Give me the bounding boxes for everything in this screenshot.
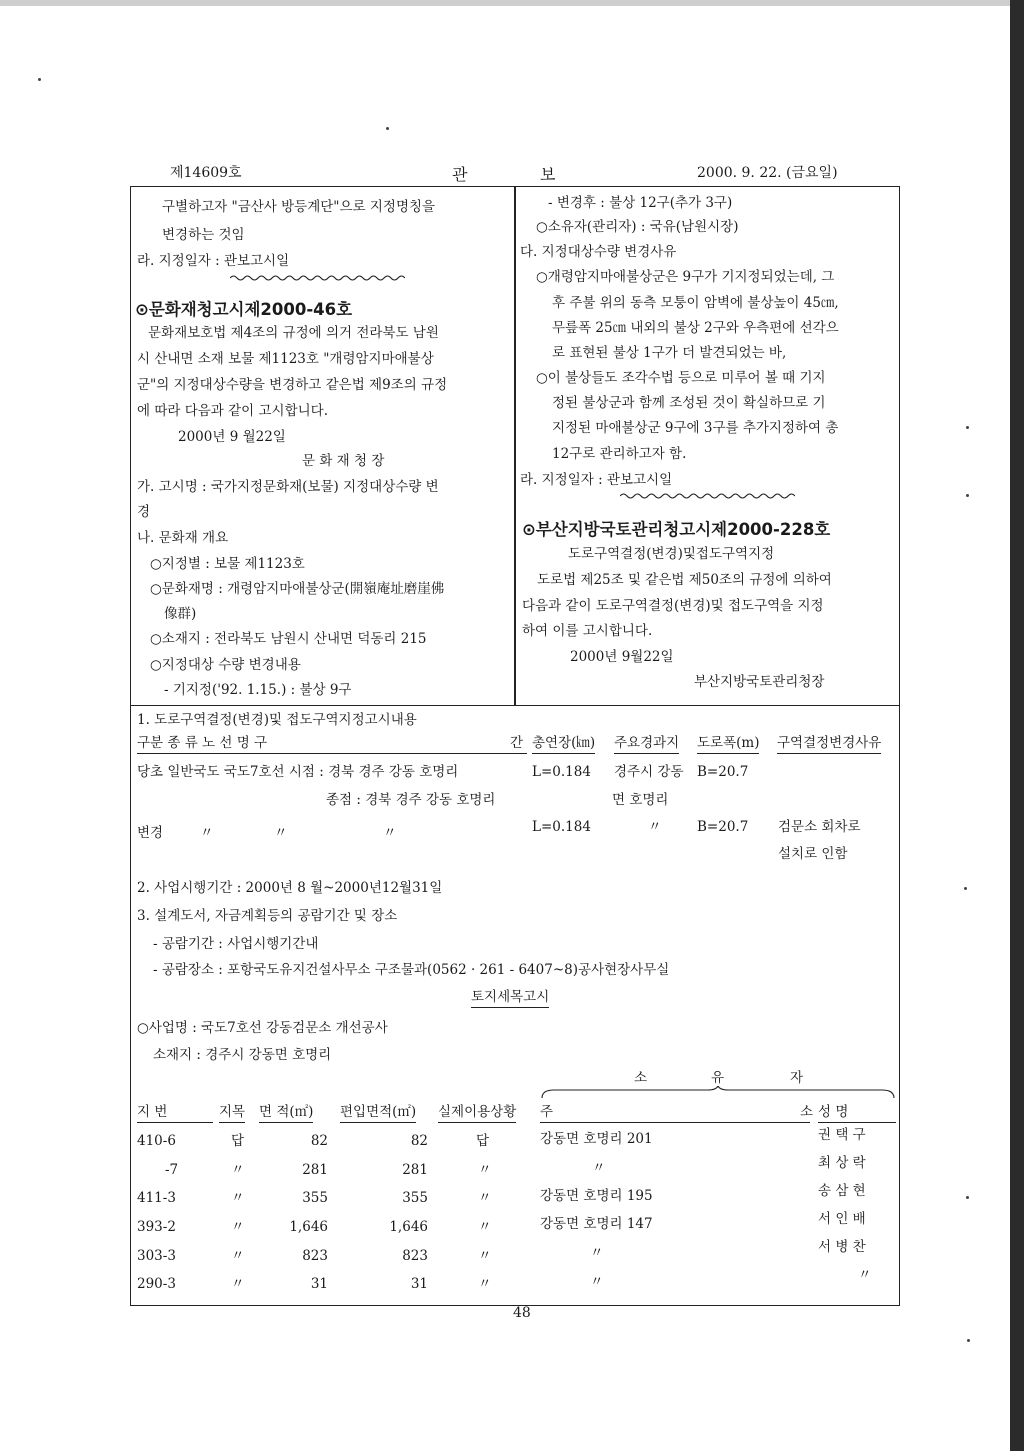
right-line-3: 다. 지정대상수량 변경사유 xyxy=(520,244,677,260)
cell-use: 〃 xyxy=(478,1276,492,1292)
section-3: 3. 설계도서, 자금계획등의 공람기간 및 장소 xyxy=(137,908,398,924)
scan-speck xyxy=(38,78,41,81)
right-line-9: 정된 불상군과 함께 조성된 것이 확실하므로 기 xyxy=(552,395,826,411)
page-number: 48 xyxy=(513,1305,531,1321)
left-line-1: 구별하고자 "금산사 방등계단"으로 지정명칭을 xyxy=(162,199,436,215)
cell-use: 〃 xyxy=(478,1219,492,1235)
left-detail-2b: 像群) xyxy=(164,606,197,622)
cell-owner-name: 송 삼 현 xyxy=(818,1183,866,1199)
left-detail-1: ○지정별 : 보물 제1123호 xyxy=(150,556,305,572)
road-row-2-length: L=0.184 xyxy=(532,819,591,835)
cell-address: 강동면 호명리 195 xyxy=(540,1188,653,1204)
issue-date: 2000. 9. 22. (금요일) xyxy=(697,165,838,181)
cell-use: 〃 xyxy=(478,1190,492,1206)
right-line-5: 후 주불 위의 동측 모퉁이 암벽에 불상높이 45㎝, xyxy=(552,295,839,311)
right-para-1: 도로법 제25조 및 같은법 제50조의 규정에 의하여 xyxy=(537,572,832,588)
left-item-ga-2: 경 xyxy=(137,504,151,520)
cell-owner-name: 〃 xyxy=(858,1267,872,1283)
cell-owner-name: 권 택 구 xyxy=(818,1127,866,1143)
cell-incorporated: 281 xyxy=(402,1162,428,1178)
cell-incorporated: 823 xyxy=(402,1248,428,1264)
cell-lot: 303-3 xyxy=(137,1248,176,1264)
road-table-header-2: 간 xyxy=(510,734,523,754)
right-date: 2000년 9월22일 xyxy=(570,649,674,665)
heading-cultural-notice: ⊙문화재청고시제2000-46호 xyxy=(135,300,353,319)
left-item-ga-1: 가. 고시명 : 국가지정문화재(보물) 지정대상수량 변 xyxy=(137,479,439,495)
road-row-2-reason-2: 설치로 인함 xyxy=(778,846,848,862)
road-row-1-desc: 당초 일반국도 국도7호선 시점 : 경북 경주 강동 호명리 xyxy=(137,764,459,780)
cell-use: 〃 xyxy=(478,1248,492,1264)
right-line-6: 무릎폭 25㎝ 내외의 불상 2구와 우측편에 선각으 xyxy=(552,320,839,336)
right-authority: 부산지방국토관리청장 xyxy=(694,674,825,690)
scan-edge-right xyxy=(1010,0,1024,1451)
wavy-rule xyxy=(230,274,405,282)
cell-lot: 411-3 xyxy=(137,1190,176,1206)
cell-category: 〃 xyxy=(231,1219,245,1235)
left-item-na: 나. 문화재 개요 xyxy=(137,530,229,546)
left-detail-5: - 기지정('92. 1.15.) : 불상 9구 xyxy=(164,682,352,698)
cell-use: 답 xyxy=(476,1133,490,1149)
scan-speck xyxy=(386,127,389,130)
scan-speck xyxy=(964,887,967,890)
cell-area: 31 xyxy=(310,1276,328,1292)
road-row-1-end: 종점 : 경북 경주 강동 호명리 xyxy=(326,792,496,808)
left-detail-2: ○문화재명 : 개령암지마애불상군(開嶺庵址磨崖佛 xyxy=(150,581,445,597)
section-2: 2. 사업시행기간 : 2000년 8 월~2000년12월31일 xyxy=(137,880,443,896)
road-table-header-5: 도로폭(m) xyxy=(697,734,759,754)
cell-address: 강동면 호명리 147 xyxy=(540,1216,653,1232)
owner-group-3: 자 xyxy=(790,1070,804,1086)
column-divider xyxy=(514,186,516,706)
ditto-mark: 〃 xyxy=(648,819,662,835)
right-line-7: 로 표현된 불상 1구가 더 발견되었는 바, xyxy=(552,345,787,361)
left-line-3: 라. 지정일자 : 관보고시일 xyxy=(137,253,290,269)
cell-area: 82 xyxy=(310,1133,328,1149)
project-location: 소재지 : 경주시 강동면 호명리 xyxy=(153,1047,332,1063)
right-subtitle: 도로구역결정(변경)및접도구역지정 xyxy=(568,546,775,562)
cell-category: 답 xyxy=(231,1133,245,1149)
road-row-1-length: L=0.184 xyxy=(532,764,591,780)
owner-brace xyxy=(540,1086,896,1100)
right-line-11: 12구로 관리하고자 함. xyxy=(552,446,687,462)
road-row-1-via-2: 면 호명리 xyxy=(612,792,669,808)
left-para-2: 시 산내면 소재 보물 제1123호 "개령암지마애불상 xyxy=(137,351,434,367)
cell-owner-name: 서 인 배 xyxy=(818,1211,866,1227)
road-row-2-reason-1: 검문소 회차로 xyxy=(778,819,861,835)
issue-number: 제14609호 xyxy=(170,165,242,181)
left-detail-4: ○지정대상 수량 변경내용 xyxy=(150,657,301,673)
owner-group-1: 소 xyxy=(634,1070,648,1086)
section-3-place: - 공람장소 : 포항국도유지건설사무소 구조물과(0562 · 261 - 6407~8)공사현장사무실 xyxy=(153,962,670,978)
cell-lot: 410-6 xyxy=(137,1133,176,1149)
section-1-title: 1. 도로구역결정(변경)및 접도구역지정고시내용 xyxy=(137,712,417,728)
left-detail-3: ○소재지 : 전라북도 남원시 산내면 덕동리 215 xyxy=(150,631,427,647)
cell-incorporated: 82 xyxy=(410,1133,428,1149)
cell-lot: 290-3 xyxy=(137,1276,176,1292)
section-3-period: - 공람기간 : 사업시행기간내 xyxy=(153,936,319,952)
road-row-1-width: B=20.7 xyxy=(697,764,749,780)
left-para-3: 군"의 지정대상수량을 변경하고 같은법 제9조의 규정 xyxy=(137,377,448,393)
road-table-header-6: 구역결정변경사유 xyxy=(777,734,881,754)
right-para-2: 다음과 같이 도로구역결정(변경)및 접도구역을 지정 xyxy=(522,598,824,614)
scan-speck xyxy=(967,1339,970,1342)
right-para-3: 하여 이를 고시합니다. xyxy=(522,623,653,639)
road-table-header-1: 구분 종 류 노 선 명 구 xyxy=(137,734,527,754)
land-notice-title: 토지세목고시 xyxy=(471,988,549,1008)
ditto-mark: 〃 xyxy=(200,825,214,841)
right-line-1: - 변경후 : 불상 12구(추가 3구) xyxy=(548,195,733,211)
road-row-2-kind: 변경 xyxy=(137,825,164,841)
scan-speck xyxy=(966,1196,969,1199)
cell-category: 〃 xyxy=(231,1248,245,1264)
cell-owner-name: 최 상 락 xyxy=(818,1155,866,1171)
cell-lot: 393-2 xyxy=(137,1219,176,1235)
cell-category: 〃 xyxy=(231,1190,245,1206)
cell-area: 1,646 xyxy=(289,1219,328,1235)
cell-category: 〃 xyxy=(231,1162,245,1178)
gazette-title-right: 보 xyxy=(540,165,556,184)
right-line-10: 지정된 마애불상군 9구에 3구를 추가지정하여 총 xyxy=(552,420,839,436)
scan-speck xyxy=(966,426,969,429)
scan-edge-top xyxy=(0,0,1024,6)
th-incorporated: 편입면적(㎡) xyxy=(340,1103,416,1123)
left-para-4: 에 따라 다음과 같이 고시합니다. xyxy=(137,403,328,419)
heading-road-notice: ⊙부산지방국토관리청고시제2000-228호 xyxy=(522,520,831,539)
th-address-2: 소 xyxy=(800,1103,810,1123)
cell-address: 〃 xyxy=(592,1160,606,1176)
scan-speck xyxy=(966,494,969,497)
right-line-2: ○소유자(관리자) : 국유(남원시장) xyxy=(536,219,739,235)
cell-incorporated: 355 xyxy=(402,1190,428,1206)
th-name: 성 명 xyxy=(818,1103,896,1123)
ditto-mark: 〃 xyxy=(274,825,288,841)
cell-use: 〃 xyxy=(478,1162,492,1178)
cell-incorporated: 31 xyxy=(410,1276,428,1292)
left-authority: 문 화 재 청 장 xyxy=(302,453,385,469)
th-lot: 지 번 xyxy=(137,1103,213,1123)
right-line-12: 라. 지정일자 : 관보고시일 xyxy=(520,472,673,488)
cell-address: 〃 xyxy=(590,1274,604,1290)
cell-area: 355 xyxy=(302,1190,328,1206)
wavy-rule-right xyxy=(620,492,795,500)
cell-owner-name: 서 병 찬 xyxy=(818,1239,866,1255)
owner-group-2: 유 xyxy=(711,1070,725,1086)
ditto-mark: 〃 xyxy=(383,825,397,841)
right-line-4: ○개령암지마애불상군은 9구가 기지정되었는데, 그 xyxy=(536,269,835,285)
cell-lot: -7 xyxy=(165,1162,179,1178)
th-area: 면 적(㎡) xyxy=(259,1103,313,1123)
left-para-1: 문화재보호법 제4조의 규정에 의거 전라북도 남원 xyxy=(148,325,439,341)
road-row-2-width: B=20.7 xyxy=(697,819,749,835)
th-address-1: 주 xyxy=(540,1103,807,1123)
gazette-title-left: 관 xyxy=(452,165,468,184)
cell-area: 823 xyxy=(302,1248,328,1264)
cell-incorporated: 1,646 xyxy=(389,1219,428,1235)
cell-category: 〃 xyxy=(231,1276,245,1292)
cell-address: 강동면 호명리 201 xyxy=(540,1131,653,1147)
road-table-header-3: 총연장(㎞) xyxy=(532,734,595,754)
left-date: 2000년 9 월22일 xyxy=(178,429,286,445)
th-use: 실제이용상황 xyxy=(438,1103,516,1123)
project-name: ○사업명 : 국도7호선 강동검문소 개선공사 xyxy=(137,1020,388,1036)
road-row-1-via: 경주시 강동 xyxy=(614,764,684,780)
cell-address: 〃 xyxy=(590,1245,604,1261)
road-table-header-4: 주요경과지 xyxy=(614,734,679,754)
cell-area: 281 xyxy=(302,1162,328,1178)
th-category: 지목 xyxy=(219,1103,245,1123)
right-line-8: ○이 불상들도 조각수법 등으로 미루어 볼 때 기지 xyxy=(536,370,826,386)
left-line-2: 변경하는 것임 xyxy=(162,227,245,243)
